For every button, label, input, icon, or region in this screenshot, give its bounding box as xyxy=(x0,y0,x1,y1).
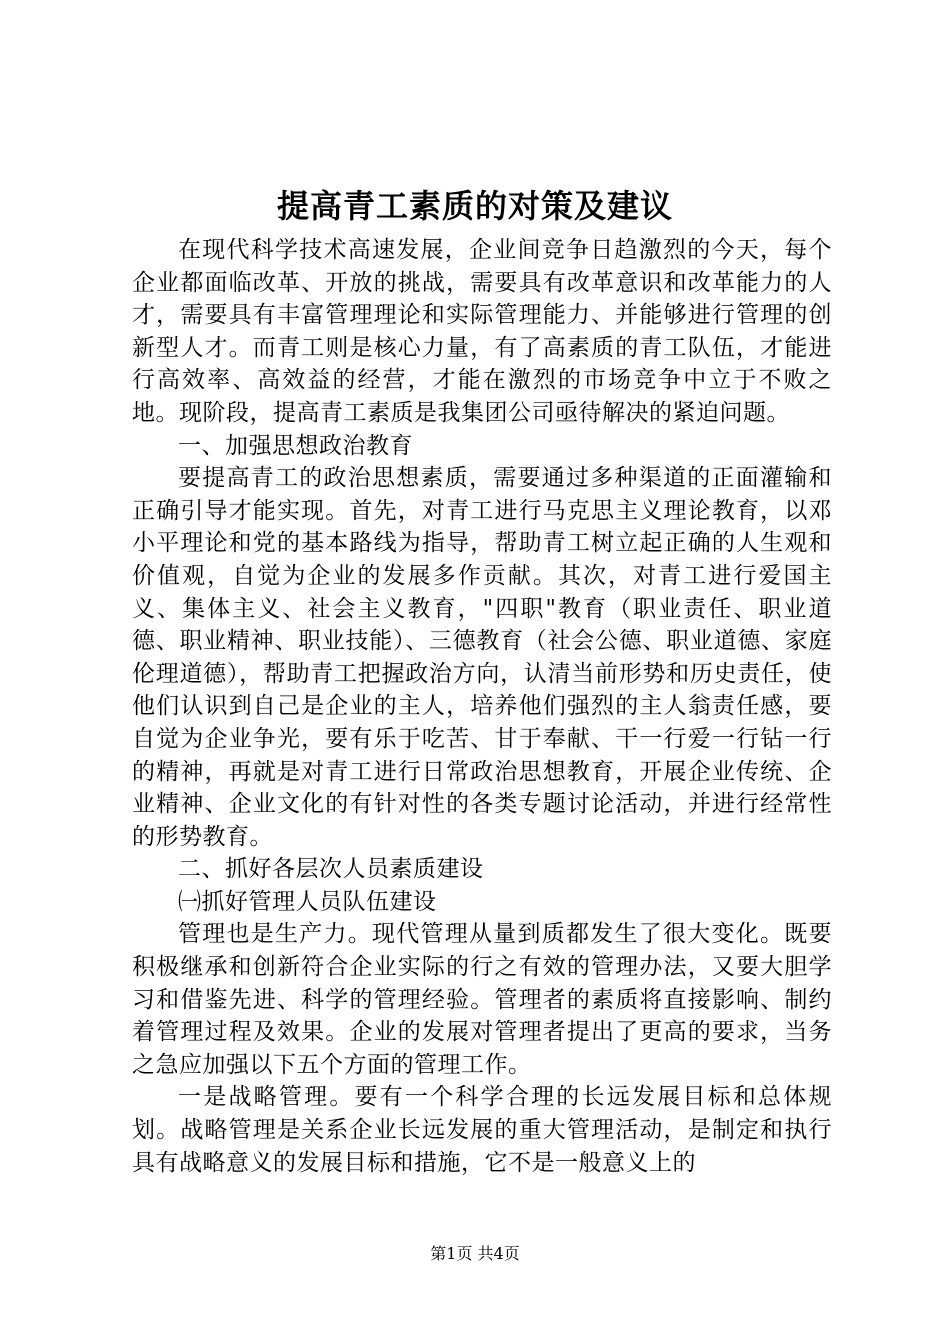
document-title: 提高青工素质的对策及建议 xyxy=(276,187,673,225)
section-heading-2: 二、抓好各层次人员素质建设 xyxy=(178,856,484,883)
subsection-heading-1: ㈠抓好管理人员队伍建设 xyxy=(178,888,437,915)
paragraph-intro: 在现代科学技术高速发展，企业间竞争日趋激烈的今天，每个企业都面临改革、开放的挑战，需要具有改革意识和改革能力的人才，需要具有丰富管理理论和实际管理能力、并能够进行管理的创新型人才。而青工则是核心力量，有了高素质的青工队伍，才能进行高效率、高效益的经营，才能在激烈的市场竞争中立于不败之地。现阶段，提高青工素质是我集团公司亟待解决的紧迫问题。 xyxy=(132,237,832,426)
section-heading-1: 一、加强思想政治教育 xyxy=(178,432,413,459)
document-body xyxy=(132,234,832,1179)
paragraph-management: 管理也是生产力。现代管理从量到质都发生了很大变化。既要积极继承和创新符合企业实际的行之有效的管理办法，又要大胆学习和借鉴先进、科学的管理经验。管理者的素质将直接影响、制约着管理过程及效果。企业的发展对管理者提出了更高的要求，当务之急应加强以下五个方面的管理工作。 xyxy=(132,921,832,1078)
paragraph-strategic-management: 一是战略管理。要有一个科学合理的长远发展目标和总体规划。战略管理是关系企业长远发展的重大管理活动，是制定和执行具有战略意义的发展目标和措施，它不是一般意义上的 xyxy=(132,1084,832,1176)
paragraph-political-education: 要提高青工的政治思想素质，需要通过多种渠道的正面灌输和正确引导才能实现。首先，对青工进行马克思主义理论教育，以邓小平理论和党的基本路线为指导，帮助青工树立起正确的人生观和价值观，自觉为企业的发展多作贡献。其次，对青工进行爱国主义、集体主义、社会主义教育，"四职"教育（职业责任、职业道德、职业精神、职业技能）、三德教育（社会公德、职业道德、家庭伦理道德），帮助青工把握政治方向，认清当前形势和历史责任，使他们认识到自己是企业的主人，培养他们强烈的主人翁责任感，要自觉为企业争光，要有乐于吃苦、甘于奉献、干一行爱一行钻一行的精神，再就是对青工进行日常政治思想教育，开展企业传统、企业精神、企业文化的有针对性的各类专题讨论活动，并进行经常性的形势教育。 xyxy=(132,465,832,850)
page-number-footer: 第1页 共4页 xyxy=(430,1244,520,1263)
